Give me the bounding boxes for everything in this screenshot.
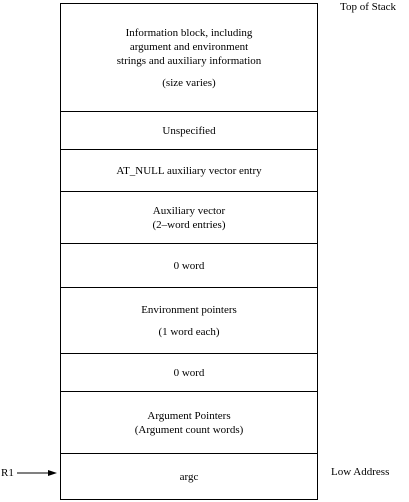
block-text-line: AT_NULL auxiliary vector entry [116,164,262,177]
stack-block-argument-pointers [61,392,317,454]
block-text-line: (2–word entries) [152,218,226,231]
block-text-line: Argument Pointers [147,409,231,422]
stack-diagram [60,3,318,500]
stack-block-unspecified [61,112,317,150]
block-text-line: Environment pointers [141,303,237,316]
block-text-line: (1 word each) [158,325,220,338]
stack-block-at-null [61,150,317,192]
block-text-line: 0 word [173,366,205,379]
r1-register-label: R1 [1,467,14,479]
block-text-line: Auxiliary vector [152,204,226,217]
block-text-line: Information block, including [125,26,253,39]
stack-block-argc [61,454,317,499]
stack-block-zero-word-env [61,244,317,288]
top-of-stack-label: Top of Stack [340,1,397,13]
stack-block-auxiliary-vector [61,192,317,244]
block-text-line: (Argument count words) [134,423,244,436]
r1-pointer-arrow-icon [17,466,57,480]
block-text-line: strings and auxiliary information [116,54,262,67]
block-text-line: argc [179,470,199,483]
stack-block-environment-pointers [61,288,317,354]
block-text-line: 0 word [173,259,205,272]
low-address-label: Low Address [331,466,390,478]
stack-block-information [61,4,317,112]
block-text-line: (size varies) [162,76,216,89]
stack-block-zero-word-arg [61,354,317,392]
block-text-line: argument and environment [129,40,249,53]
block-text-line: Unspecified [162,124,216,137]
